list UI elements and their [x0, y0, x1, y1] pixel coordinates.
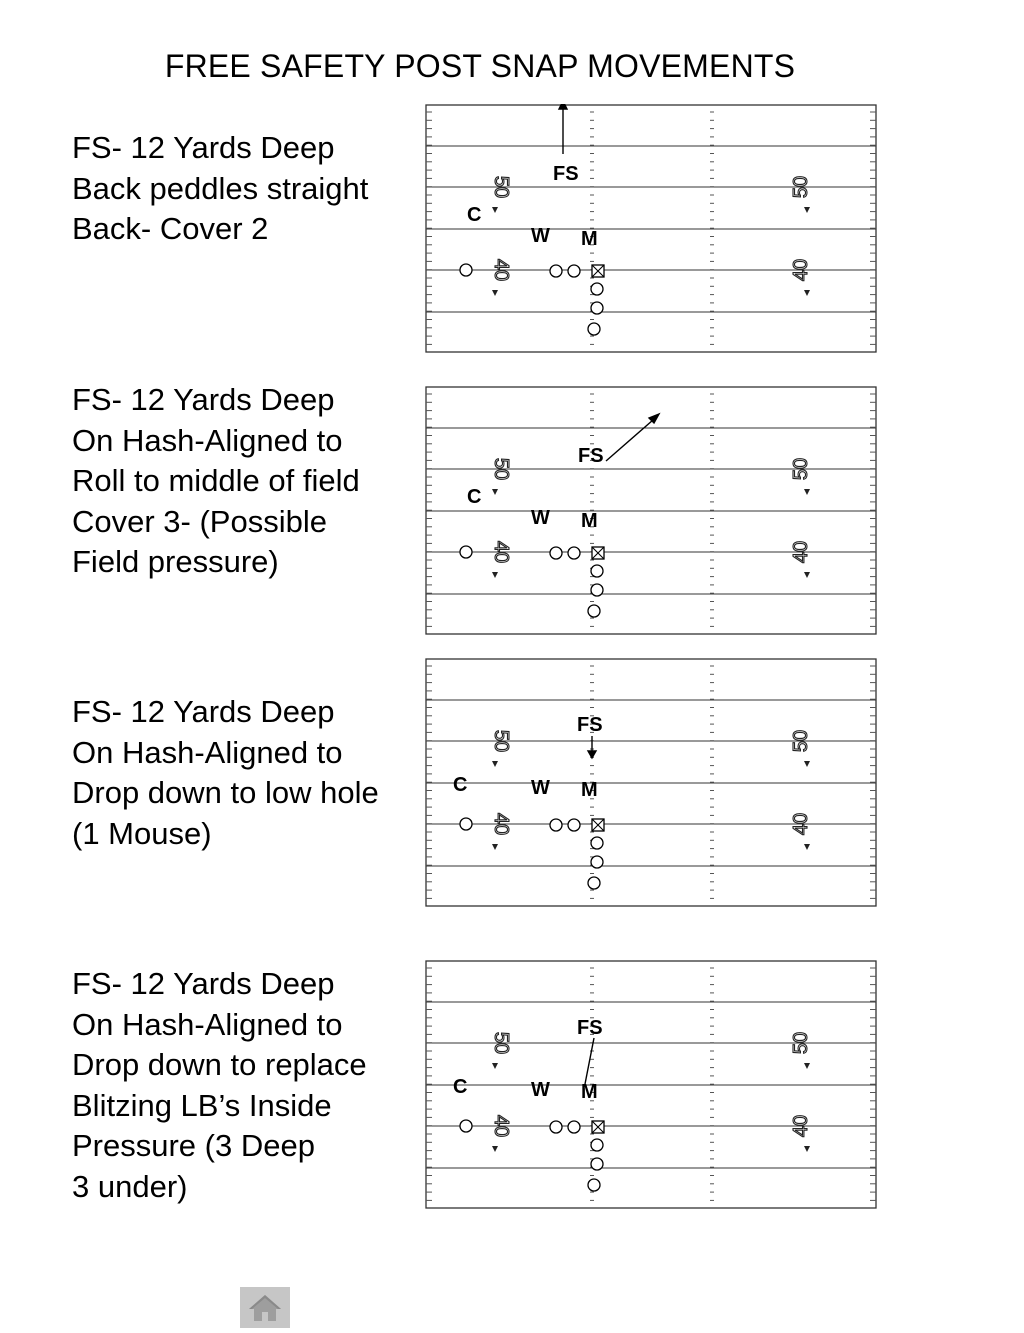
panel-1-line-3: Back- Cover 2 — [72, 211, 269, 246]
offense-player — [591, 837, 603, 849]
offense-player — [550, 265, 562, 277]
offense-player — [568, 1121, 580, 1133]
direction-arrow — [804, 572, 810, 578]
field-diagram-2 — [425, 386, 877, 635]
offense-player — [568, 547, 580, 559]
offense-player — [591, 856, 603, 868]
fs-label: FS — [577, 714, 603, 736]
fs-label: FS — [578, 445, 604, 467]
field-base — [426, 387, 876, 634]
direction-arrow — [492, 290, 498, 296]
direction-arrow — [492, 844, 498, 850]
defender-labels — [467, 445, 604, 532]
yard-number: 50 — [490, 1031, 512, 1055]
fs-movement-arrow — [606, 414, 659, 461]
offense-formation — [460, 264, 604, 335]
panel-2-description — [72, 380, 417, 583]
fs-label: FS — [553, 163, 579, 185]
direction-arrow — [492, 572, 498, 578]
panel-1-line-2: Back peddles straight — [72, 170, 369, 206]
field-base — [426, 105, 876, 352]
offense-player — [460, 264, 472, 276]
direction-arrow — [804, 1063, 810, 1069]
m-label: M — [581, 1081, 598, 1103]
direction-arrow — [804, 290, 810, 296]
direction-arrow — [492, 207, 498, 213]
yard-number: 40 — [790, 258, 812, 282]
direction-arrow — [492, 1063, 498, 1069]
yard-number: 50 — [490, 175, 512, 199]
m-label: M — [581, 510, 598, 532]
yard-number: 40 — [490, 540, 512, 564]
yard-number: 50 — [490, 457, 512, 481]
c-label: C — [453, 774, 468, 796]
offense-player — [588, 323, 600, 335]
offense-player — [591, 283, 603, 295]
w-label: W — [531, 225, 550, 247]
yard-number: 50 — [790, 729, 812, 753]
yard-number: 50 — [790, 1031, 812, 1055]
fs-label: FS — [577, 1017, 603, 1039]
panel-2-line-1: FS- 12 Yards Deep — [72, 382, 335, 417]
direction-arrow — [804, 1146, 810, 1152]
offense-player — [588, 1179, 600, 1191]
offense-player — [550, 819, 562, 831]
fs-movement-arrow — [588, 736, 596, 758]
offense-player — [591, 1158, 603, 1170]
panel-3-line-4: (1 Mouse) — [72, 815, 212, 851]
offense-formation — [460, 546, 604, 617]
panel-4-description — [72, 964, 417, 1207]
c-label: C — [467, 204, 482, 226]
direction-arrow — [804, 761, 810, 767]
panel-4-line-5: Pressure (3 Deep — [72, 1128, 315, 1163]
offense-player — [591, 584, 603, 596]
yard-number: 40 — [490, 258, 512, 282]
panel-3-line-1: FS- 12 Yards Deep — [72, 694, 335, 729]
m-label: M — [581, 228, 598, 250]
c-label: C — [453, 1076, 468, 1098]
panel-2-line-5: Field pressure) — [72, 544, 279, 579]
offense-player — [591, 1139, 603, 1151]
offense-player — [550, 547, 562, 559]
offense-formation — [460, 818, 604, 889]
offense-player — [591, 565, 603, 577]
field-base — [426, 961, 876, 1208]
page-title: FREE SAFETY POST SNAP MOVEMENTS — [164, 48, 796, 84]
panel-3-line-2: On Hash-Aligned to — [72, 734, 343, 770]
panel-2-line-4: Cover 3- (Possible — [72, 503, 327, 539]
yard-number: 50 — [490, 729, 512, 753]
panel-1-description — [72, 128, 417, 250]
panel-4-line-4: Blitzing LB’s Inside — [72, 1087, 332, 1123]
c-label: C — [467, 486, 482, 508]
defender-labels — [453, 714, 603, 801]
yard-number: 40 — [490, 1114, 512, 1138]
offense-player — [568, 819, 580, 831]
field-diagram-1 — [425, 104, 877, 353]
direction-arrow — [492, 489, 498, 495]
offense-player — [588, 605, 600, 617]
yard-number: 50 — [790, 457, 812, 481]
offense-player — [591, 302, 603, 314]
offense-player — [550, 1121, 562, 1133]
panel-1-line-1: FS- 12 Yards Deep — [72, 130, 335, 165]
panel-3-description — [72, 692, 417, 854]
home-button[interactable] — [240, 1287, 290, 1328]
field-diagram-3 — [425, 658, 877, 907]
panel-2-line-2: On Hash-Aligned to — [72, 422, 343, 458]
direction-arrow — [492, 1146, 498, 1152]
field-base — [426, 659, 876, 906]
direction-arrow — [492, 761, 498, 767]
direction-arrow — [804, 489, 810, 495]
field-diagram-4 — [425, 960, 877, 1209]
panel-4-line-6: 3 under) — [72, 1168, 188, 1204]
direction-arrow — [804, 844, 810, 850]
w-label: W — [531, 777, 550, 799]
defender-labels — [467, 163, 598, 250]
yard-number: 50 — [790, 175, 812, 199]
offense-player — [460, 546, 472, 558]
direction-arrow — [804, 207, 810, 213]
offense-formation — [460, 1120, 604, 1191]
w-label: W — [531, 1079, 550, 1101]
panel-4-line-2: On Hash-Aligned to — [72, 1006, 343, 1042]
m-label: M — [581, 779, 598, 801]
panel-3-line-3: Drop down to low hole — [72, 775, 379, 810]
yard-number: 40 — [790, 1114, 812, 1138]
offense-player — [460, 1120, 472, 1132]
panel-4-line-3: Drop down to replace — [72, 1047, 367, 1082]
panel-4-line-1: FS- 12 Yards Deep — [72, 966, 335, 1001]
fs-movement-arrow — [585, 1038, 594, 1084]
yard-number: 40 — [790, 540, 812, 564]
offense-player — [588, 877, 600, 889]
yard-number: 40 — [790, 812, 812, 836]
yard-number: 40 — [490, 812, 512, 836]
defender-labels — [453, 1017, 603, 1103]
w-label: W — [531, 507, 550, 529]
panel-2-line-3: Roll to middle of field — [72, 463, 360, 498]
offense-player — [568, 265, 580, 277]
home-icon — [240, 1287, 290, 1328]
offense-player — [460, 818, 472, 830]
